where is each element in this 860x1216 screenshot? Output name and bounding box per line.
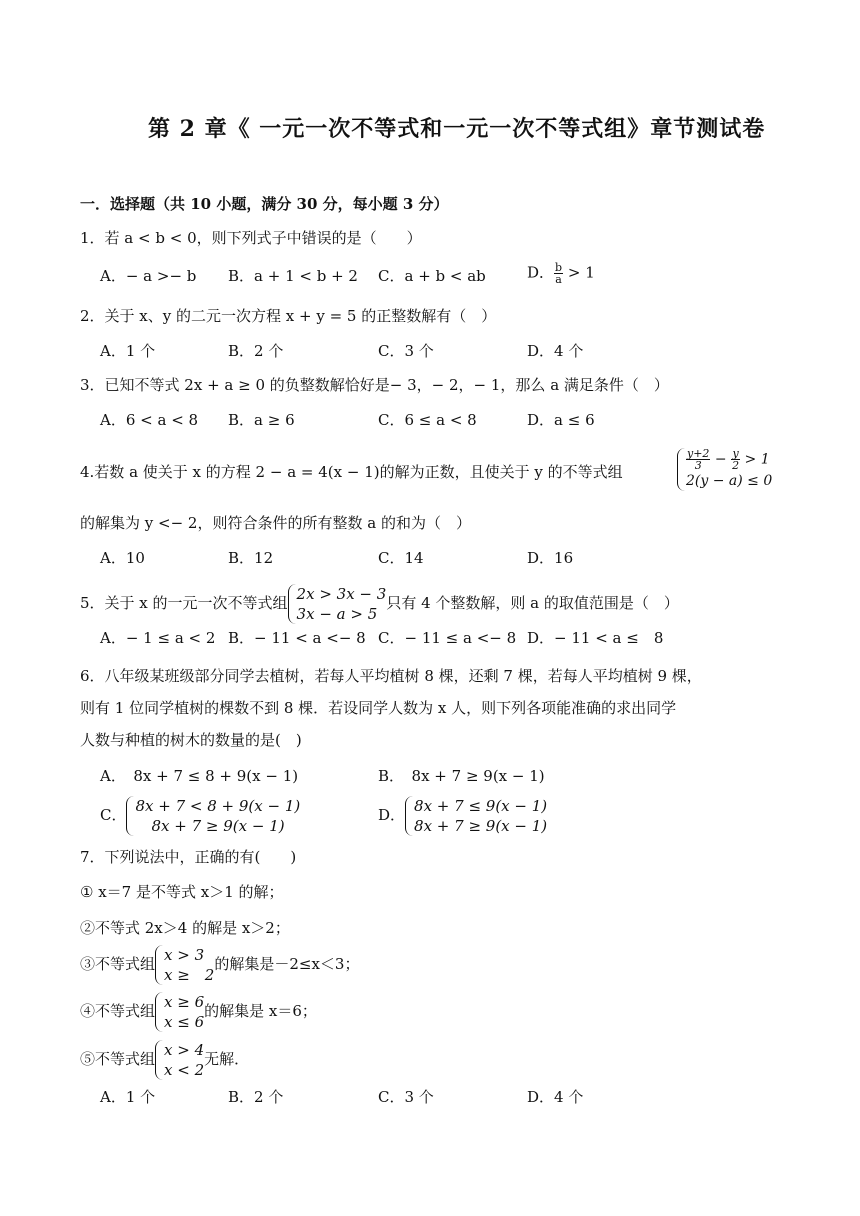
q6-option-b: B． 8x + 7 ≥ 9(x − 1) — [378, 767, 545, 785]
option-label: D． — [378, 806, 406, 824]
section-heading: 一．选择题（共 10 小题，满分 30 分，每小题 3 分） — [80, 195, 449, 213]
q1-option-c: C．a + b < ab — [378, 267, 486, 285]
q1-option-d-fraction — [554, 262, 563, 285]
q7-option-d: D．4 个 — [527, 1088, 584, 1106]
q7-statement-5 — [80, 1040, 249, 1080]
system-row-2: 2(y − a) ≤ 0 — [686, 473, 773, 489]
q7-statement-1: ① x＝7 是不等式 x＞1 的解； — [80, 883, 284, 901]
q1-option-d — [527, 262, 595, 285]
q7-option-b: B．2 个 — [228, 1088, 284, 1106]
q4-option-b: B．12 — [228, 549, 274, 567]
question-6-line-1: 6．八年级某班级部分同学去植树，若每人平均植树 8 棵，还剩 7 棵，若每人平均植树 9 棵， — [80, 667, 702, 685]
q6-option-d-system — [405, 796, 547, 836]
system-row-1: x > 3 — [164, 946, 205, 964]
fraction-numerator: b — [555, 261, 563, 274]
left-brace — [155, 945, 164, 985]
system-row-2: 8x + 7 ≥ 9(x − 1) — [151, 817, 285, 835]
question-6-line-2: 则有 1 位同学植树的棵数不到 8 棵．若设同学人数为 x 人，则下列各项能准确的求出同学 — [80, 699, 677, 717]
q2-option-b: B．2 个 — [228, 342, 284, 360]
question-4-stem: 4.若数 a 使关于 x 的方程 2 − a = 4(x − 1)的解为正数，且使关于 y 的不等式组 — [80, 463, 623, 481]
q4-option-d: D．16 — [527, 549, 574, 567]
left-brace — [677, 448, 686, 491]
q7-s3-system — [155, 945, 214, 985]
system-row-1: 2x > 3x − 3 — [296, 585, 387, 603]
system-row-1: 8x + 7 ≤ 9(x − 1) — [414, 797, 548, 815]
system-row-2: x < 2 — [164, 1061, 205, 1079]
q1-option-d-tail: > 1 — [567, 263, 595, 282]
fraction-numerator: y+2 — [687, 447, 710, 460]
q3-option-d: D．a ≤ 6 — [527, 411, 595, 429]
statement-suffix: 的解集是－2≤x＜3； — [214, 955, 360, 973]
system-row-1: x > 4 — [164, 1041, 205, 1059]
q2-option-d: D．4 个 — [527, 342, 584, 360]
q6-option-c — [100, 796, 300, 836]
question-2-stem: 2．关于 x、y 的二元一次方程 x + y = 5 的正整数解有（ ） — [80, 307, 497, 325]
question-7-stem: 7．下列说法中，正确的有( ) — [80, 848, 297, 866]
q3-option-a: A．6 < a < 8 — [100, 411, 199, 429]
question-5-stem — [80, 584, 679, 624]
system-row-2: x ≥ 2 — [164, 966, 215, 984]
q6-option-c-system — [126, 796, 300, 836]
q7-statement-2: ②不等式 2x＞4 的解是 x＞2； — [80, 919, 290, 937]
q3-option-b: B．a ≥ 6 — [228, 411, 295, 429]
system-row-2: 3x − a > 5 — [296, 605, 378, 623]
left-brace — [155, 1040, 164, 1080]
q5-stem-suffix: 只有 4 个整数解，则 a 的取值范围是（ ） — [386, 594, 679, 612]
operator: − — [710, 451, 732, 468]
fraction — [731, 448, 740, 471]
q1-option-a: A．− a >− b — [100, 267, 197, 285]
q7-option-c: C．3 个 — [378, 1088, 434, 1106]
q5-inequality-system — [288, 584, 387, 624]
system-row-1: x ≥ 6 — [164, 993, 205, 1011]
system-brace-group — [677, 448, 772, 491]
system-row-2: x ≤ 6 — [164, 1013, 205, 1031]
left-brace — [126, 796, 135, 836]
statement-prefix: ④不等式组 — [80, 1002, 156, 1020]
left-brace — [155, 992, 164, 1032]
q1-option-d-label: D． — [527, 263, 555, 282]
question-3-stem: 3．已知不等式 2x + a ≥ 0 的负整数解恰好是− 3，− 2，− 1，那么 a 满足条件（ ） — [80, 376, 669, 394]
fraction-numerator: y — [732, 447, 739, 460]
q5-option-d: D．− 11 < a ≤ 8 — [527, 629, 664, 647]
q6-option-a: A． 8x + 7 ≤ 8 + 9(x − 1) — [100, 767, 299, 785]
question-1-stem: 1．若 a < b < 0，则下列式子中错误的是（ ） — [80, 229, 422, 247]
statement-suffix: 无解． — [204, 1050, 250, 1068]
fraction — [686, 448, 710, 471]
q7-statement-3 — [80, 945, 359, 985]
q5-stem-prefix: 5．关于 x 的一元一次不等式组 — [80, 594, 288, 612]
fraction-denominator: 3 — [694, 459, 702, 472]
statement-prefix: ③不等式组 — [80, 955, 156, 973]
operator: > 1 — [740, 451, 770, 468]
q7-option-a: A．1 个 — [100, 1088, 156, 1106]
q1-option-b: B．a + 1 < b + 2 — [228, 267, 358, 285]
q2-option-c: C．3 个 — [378, 342, 434, 360]
system-row-1 — [686, 448, 772, 471]
left-brace — [405, 796, 414, 836]
q4-option-c: C．14 — [378, 549, 424, 567]
system-row-1: 8x + 7 < 8 + 9(x − 1) — [135, 797, 301, 815]
q2-option-a: A．1 个 — [100, 342, 156, 360]
q4-option-a: A．10 — [100, 549, 145, 567]
question-4-continuation: 的解集为 y <− 2，则符合条件的所有整数 a 的和为（ ） — [80, 514, 471, 532]
q7-s4-system — [155, 992, 204, 1032]
q6-option-d — [378, 796, 547, 836]
fraction-denominator: 2 — [732, 459, 740, 472]
system-row-2: 8x + 7 ≥ 9(x − 1) — [414, 817, 548, 835]
q4-inequality-system — [677, 448, 772, 491]
q5-option-c: C．− 11 ≤ a <− 8 — [378, 629, 517, 647]
page-title: 第 2 章《 一元一次不等式和一元一次不等式组》章节测试卷 — [148, 116, 766, 142]
statement-suffix: 的解集是 x＝6； — [204, 1002, 317, 1020]
q5-option-a: A．− 1 ≤ a < 2 — [100, 629, 216, 647]
question-6-line-3: 人数与种植的树木的数量的是( ) — [80, 731, 302, 749]
q3-option-c: C．6 ≤ a < 8 — [378, 411, 477, 429]
statement-prefix: ⑤不等式组 — [80, 1050, 156, 1068]
q7-statement-4 — [80, 992, 317, 1032]
q5-option-b: B．− 11 < a <− 8 — [228, 629, 366, 647]
fraction-denominator: a — [555, 273, 562, 286]
q7-s5-system — [155, 1040, 204, 1080]
option-label: C． — [100, 806, 127, 824]
left-brace — [288, 584, 297, 624]
